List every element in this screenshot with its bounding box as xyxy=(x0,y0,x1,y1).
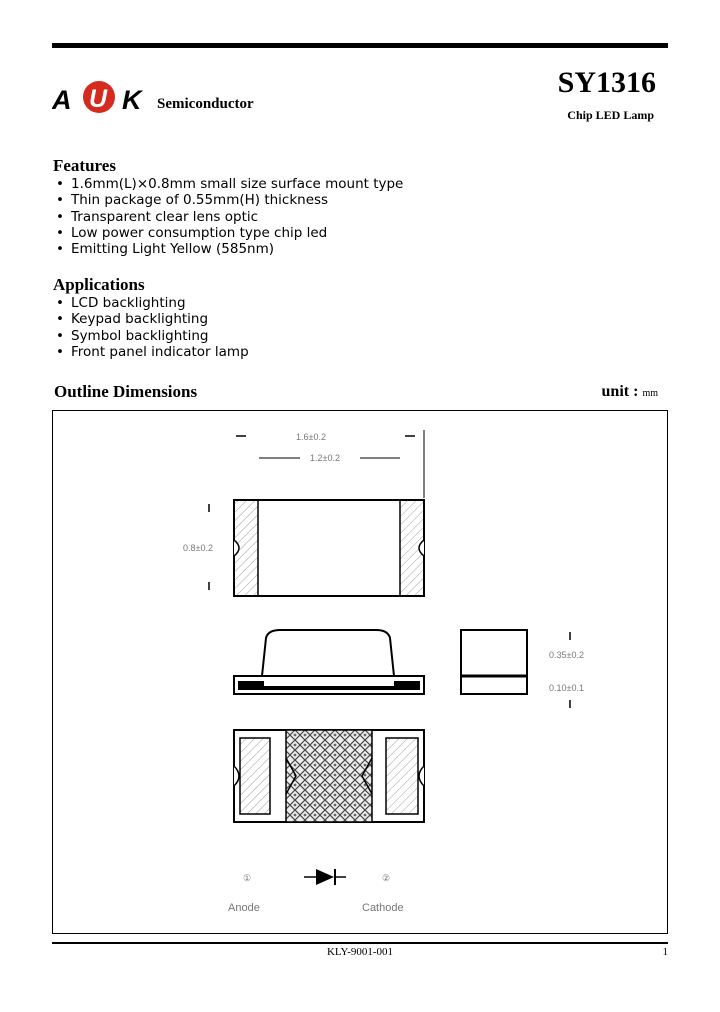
dim-width: 0.8±0.2 xyxy=(183,543,213,553)
feature-item: • Thin package of 0.55mm(H) thickness xyxy=(54,192,403,208)
part-number: SY1316 xyxy=(557,66,656,99)
cathode-label: Cathode xyxy=(362,902,404,914)
led-side-view xyxy=(234,630,424,694)
anode-number: ① xyxy=(243,873,252,883)
bottom-rule xyxy=(52,942,668,944)
led-top-view xyxy=(234,500,424,596)
feature-item: • Low power consumption type chip led xyxy=(54,225,403,241)
features-heading: Features xyxy=(53,156,116,175)
diode-symbol xyxy=(304,869,346,885)
feature-item: • 1.6mm(L)×0.8mm small size surface mount type xyxy=(54,176,403,192)
svg-text:A: A xyxy=(52,85,72,115)
dim-length-total: 1.6±0.2 xyxy=(296,432,326,442)
company-name: Semiconductor xyxy=(157,96,254,112)
dim-length-inner: 1.2±0.2 xyxy=(310,453,340,463)
dimension-width xyxy=(183,504,213,590)
application-item: • LCD backlighting xyxy=(54,295,249,311)
cathode-number: ② xyxy=(382,873,391,883)
application-item: • Keypad backlighting xyxy=(54,311,249,327)
anode-label: Anode xyxy=(228,902,260,914)
dim-height: 0.35±0.2 xyxy=(549,650,584,660)
document-id: KLY-9001-001 xyxy=(326,946,394,958)
dim-base: 0.10±0.1 xyxy=(549,683,584,693)
applications-heading: Applications xyxy=(53,275,145,294)
product-type: Chip LED Lamp xyxy=(567,108,654,122)
unit-label: unit : mm xyxy=(601,383,658,400)
led-bottom-view xyxy=(234,730,424,822)
feature-item: • Transparent clear lens optic xyxy=(54,209,403,225)
feature-item: • Emitting Light Yellow (585nm) xyxy=(54,241,403,257)
dimension-length xyxy=(236,430,424,498)
application-item: • Symbol backlighting xyxy=(54,328,249,344)
svg-text:K: K xyxy=(122,85,142,115)
svg-text:U: U xyxy=(89,85,108,113)
page-number: 1 xyxy=(662,946,668,958)
application-item: • Front panel indicator lamp xyxy=(54,344,249,360)
led-end-view xyxy=(461,630,527,694)
dimension-height xyxy=(549,632,584,708)
outline-heading: Outline Dimensions xyxy=(54,382,198,401)
